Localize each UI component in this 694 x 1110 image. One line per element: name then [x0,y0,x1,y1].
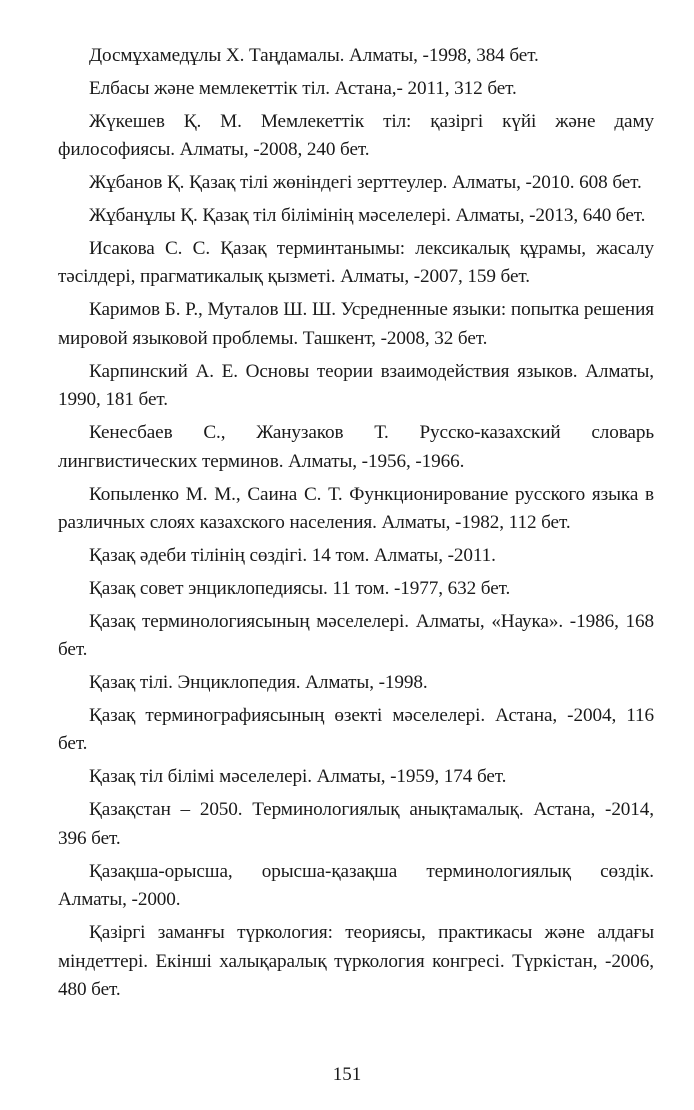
reference-entry: Қазіргі заманғы түркология: теориясы, практикасы және алдағы міндеттері. Екінші халықаралық түркология конгресі. Түркістан, -2006, 480 бет. [58,922,654,1001]
reference-entry: Қазақ терминографиясының өзекті мәселелері. Астана, -2004, 116 бет. [58,704,654,755]
reference-entry: Қазақстан – 2050. Терминологиялық анықтамалық. Астана, -2014, 396 бет. [58,799,654,849]
reference-entry: Каримов Б. Р., Муталов Ш. Ш. Усредненные языки: попытка решения мировой языковой проблемы. Ташкент, -2008, 32 бет. [58,299,654,349]
reference-entry: Досмұхамедұлы Х. Таңдамалы. Алматы, -1998, 384 бет. [89,45,539,66]
reference-entry: Жүкешев Қ. М. Мемлекеттік тіл: қазіргі күйі және даму философиясы. Алматы, -2008, 240 бет. [58,110,654,161]
reference-entry: Карпинский А. Е. Основы теории взаимодействия языков. Алматы, 1990, 181 бет. [58,360,654,411]
reference-entry: Қазақ тілі. Энциклопедия. Алматы, -1998. [89,672,428,694]
reference-entry: Исакова С. С. Қазақ терминтанымы: лексикалық құрамы, жасалу тәсілдері, прагматикалық қызметі. Алматы, -2007, 159 бет. [58,237,654,288]
reference-entry: Қазақ терминологиясының мәселелері. Алматы, «Наука». -1986, 168 бет. [58,610,654,661]
reference-entry: Қазақ әдеби тілінің сөздігі. 14 том. Алматы, -2011. [89,544,496,566]
bibliography [58,42,654,1009]
reference-entry: Жұбанұлы Қ. Қазақ тіл білімінің мәселелері. Алматы, -2013, 640 бет. [89,205,646,227]
reference-list [58,42,654,1005]
reference-entry: Жұбанов Қ. Қазақ тілі жөніндегі зерттеулер. Алматы, -2010. 608 бет. [89,172,642,194]
reference-entry: Қазақ тіл білімі мәселелері. Алматы, -1959, 174 бет. [89,766,507,788]
page-number: 151 [332,1064,362,1085]
reference-entry: Қазақ совет энциклопедиясы. 11 том. -1977, 632 бет. [89,577,511,599]
reference-entry: Елбасы және мемлекеттік тіл. Астана,- 2011, 312 бет. [89,77,517,99]
reference-entry: Копыленко М. М., Саина С. Т. Функционирование русского языка в различных слоях казахского населения. Алматы, -1982, 112 бет. [58,483,654,534]
reference-entry: Кенесбаев С., Жанузаков Т. Русско-казахский словарь лингвистических терминов. Алматы, -1956, -1966. [58,422,654,472]
reference-entry: Қазақша-орысша, орысша-қазақша терминологиялық сөздік. Алматы, -2000. [58,860,654,911]
